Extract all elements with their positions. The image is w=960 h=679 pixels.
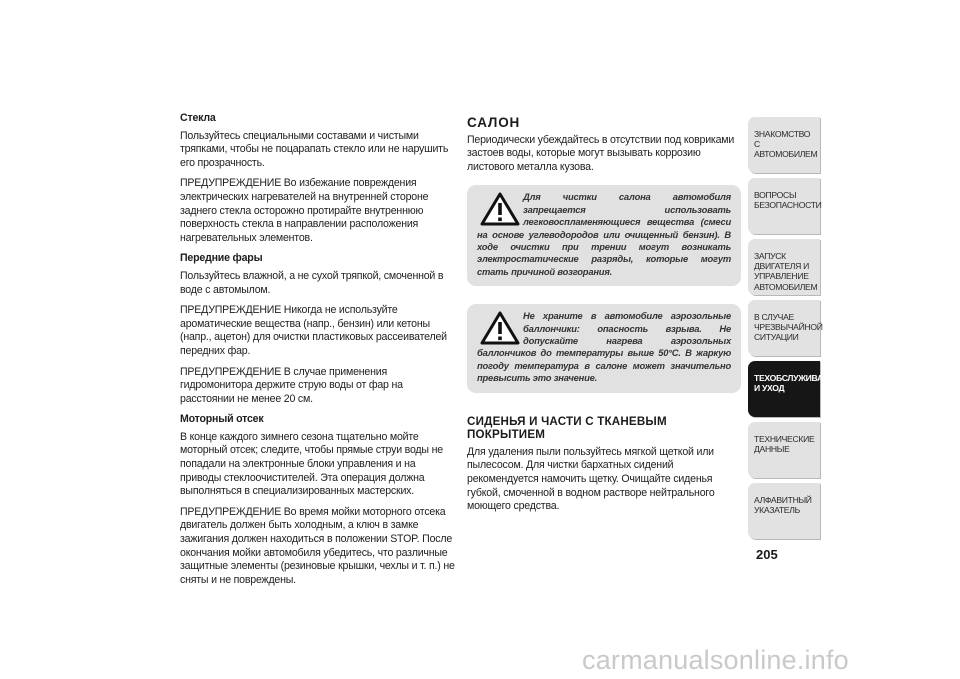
warning-text-1: Для чистки салона автомобиля запрещается использовать легковоспламеняющиеся вещества (смеси на основе углеводородов или очищенный бензин). В ходе очистки при трении могут возникать электростатические разряды, которые могут стать причиной возгорания. — [477, 191, 731, 277]
warning-text-2: Не храните в автомобиле аэрозольные баллончики: опасность взрыва. Не допускайте нагрева аэрозольных баллончиков до температуры выше 50°C. В жаркую погоду температура в салоне может значительно превысить это значение. — [477, 310, 731, 384]
seats-title: СИДЕНЬЯ И ЧАСТИ С ТКАНЕВЫМ ПОКРЫТИЕМ — [467, 414, 667, 442]
salon-title: САЛОН — [467, 115, 521, 130]
page-number: 205 — [756, 547, 778, 562]
tab-alphabetical-index[interactable]: АЛФАВИТНЫЙ УКАЗАТЕЛЬ — [748, 483, 820, 539]
glass-heading: Стекла — [180, 112, 216, 124]
watermark: carmanualsonline.info — [582, 645, 849, 675]
tab-technical-data[interactable]: ТЕХНИЧЕСКИЕ ДАННЫЕ — [748, 422, 820, 478]
warning-box-1 — [467, 185, 741, 286]
warning-triangle-icon — [479, 310, 521, 346]
engine-warning-paragraph: ПРЕДУПРЕЖДЕНИЕ Во время мойки моторного отсека двигатель должен быть холодным, а ключ в замке зажигания должен находиться в положении STOP. После окончания мойки автомобиля убедитесь, что различные защитные элементы (резиновые крышки, чехлы и т. п.) не сняты и не повреждены. — [180, 505, 455, 586]
engine-paragraph-1: В конце каждого зимнего сезона тщательно мойте моторный отсек; следите, чтобы прямые струи воды не попадали на электронные блоки управления и на приводы стеклоочистителей. Эта операция должна выполняться в специализированных мастерских. — [180, 430, 443, 498]
tab-maintenance-care[interactable]: ТЕХОБСЛУЖИВАНИЕ И УХОД — [748, 361, 820, 417]
headlights-paragraph-1: Пользуйтесь влажной, а не сухой тряпкой, смоченной в воде с автомылом. — [180, 269, 444, 296]
right-column — [467, 112, 741, 521]
tab-starting-driving[interactable]: ЗАПУСК ДВИГАТЕЛЯ И УПРАВЛЕНИЕ АВТОМОБИЛЕМ — [748, 239, 820, 295]
left-column — [180, 112, 456, 594]
chapter-tabs — [748, 117, 841, 544]
warning-box-2 — [467, 304, 741, 392]
salon-paragraph: Периодически убеждайтесь в отсутствии под ковриками застоев воды, которые могут вызывать коррозию листового металла кузова. — [467, 133, 735, 173]
tab-emergency[interactable]: В СЛУЧАЕ ЧРЕЗВЫЧАЙНОЙ СИТУАЦИИ — [748, 300, 820, 356]
seats-paragraph: Для удаления пыли пользуйтесь мягкой щеткой или пылесосом. Для чистки бархатных сидений рекомендуется намочить щетку. Очищайте сиденья губкой, смоченной в водном растворе нейтрального моющего средства. — [467, 445, 715, 513]
headlights-warning-paragraph-2: ПРЕДУПРЕЖДЕНИЕ В случае применения гидромонитора держите струю воды от фар на расстоянии не менее 20 см. — [180, 365, 403, 405]
glass-warning-paragraph: ПРЕДУПРЕЖДЕНИЕ Во избежание повреждения электрических нагревателей на внутренней стороне заднего стекла осторожно протирайте внутреннюю поверхность стекла в направлении расположения нагревательных элементов. — [180, 177, 429, 244]
tab-vehicle-intro[interactable]: ЗНАКОМСТВО С АВТОМОБИЛЕМ — [748, 117, 820, 173]
engine-heading: Моторный отсек — [180, 413, 264, 426]
warning-triangle-icon — [479, 191, 521, 227]
tab-safety[interactable]: ВОПРОСЫ БЕЗОПАСНОСТИ — [748, 178, 820, 234]
glass-paragraph-1: Пользуйтесь специальными составами и чистыми тряпками, чтобы не поцарапать стекло или не нарушить его прозрачность. — [180, 129, 449, 169]
headlights-heading: Передние фары — [180, 252, 263, 265]
headlights-warning-paragraph-1: ПРЕДУПРЕЖДЕНИЕ Никогда не используйте ароматические вещества (напр., бензин) или кетоны (напр., ацетон) для очистки пластиковых рассеивателей передних фар. — [180, 304, 447, 357]
